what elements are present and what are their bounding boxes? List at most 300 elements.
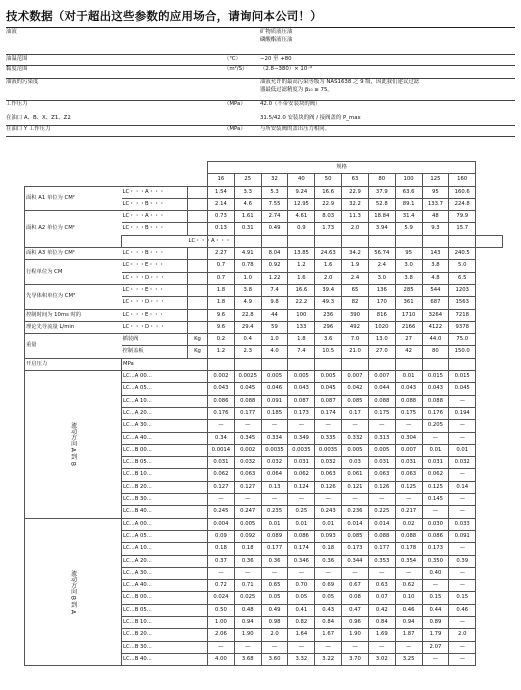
value-cell: 0.085 bbox=[342, 530, 369, 542]
property-name: 在油口 A、B、X、Z1、Z2 bbox=[6, 115, 71, 121]
value-cell: 0.205 bbox=[422, 420, 449, 432]
value-cell: 12.95 bbox=[288, 198, 315, 210]
value-cell: 7.4 bbox=[261, 284, 288, 296]
value-cell: 1.54 bbox=[208, 186, 235, 198]
value-cell: 16.6 bbox=[288, 284, 315, 296]
value-cell: — bbox=[449, 567, 476, 579]
value-cell: 0.087 bbox=[315, 395, 342, 407]
value-cell: 3.6 bbox=[315, 334, 342, 346]
size-header-cell: 160 bbox=[449, 174, 476, 186]
value-cell: — bbox=[395, 567, 422, 579]
value-cell: 1.67 bbox=[315, 629, 342, 641]
cracking-pressure-row bbox=[25, 358, 503, 370]
value-cell: 0.36 bbox=[261, 555, 288, 567]
value-cell: 3.0 bbox=[395, 260, 422, 272]
value-cell: 3.8 bbox=[234, 284, 261, 296]
value-cell: 0.007 bbox=[368, 371, 395, 383]
value-cell: 7.55 bbox=[261, 198, 288, 210]
value-cell: 0.0014 bbox=[208, 444, 235, 456]
value-cell: 0.46 bbox=[395, 604, 422, 616]
value-cell: 0.01 bbox=[395, 371, 422, 383]
row-group-label: 面积 A3 单位为 CM² bbox=[25, 248, 122, 260]
value-cell: 0.36 bbox=[315, 555, 342, 567]
value-cell: 0.177 bbox=[368, 543, 395, 555]
value-cell: — bbox=[342, 567, 369, 579]
technical-data-table bbox=[24, 161, 503, 666]
value-cell: 0.043 bbox=[288, 383, 315, 395]
value-cell: — bbox=[449, 580, 476, 592]
value-cell: 5.9 bbox=[395, 223, 422, 235]
property-value: 31.5/42.0 安装块的阀 / 接阀盖的 P_max bbox=[260, 115, 361, 121]
value-cell: 0.064 bbox=[261, 469, 288, 481]
property-unit: （m²/S） bbox=[224, 66, 248, 72]
model-code-cell: LC...A 30... bbox=[122, 420, 208, 432]
value-cell: 0.091 bbox=[449, 530, 476, 542]
value-cell: 0.46 bbox=[449, 604, 476, 616]
value-cell: 4.9 bbox=[234, 297, 261, 309]
value-cell: 100 bbox=[288, 309, 315, 321]
value-cell: 0.34 bbox=[208, 432, 235, 444]
value-cell: 0.002 bbox=[208, 371, 235, 383]
value-cell: 0.005 bbox=[368, 444, 395, 456]
data-row bbox=[25, 284, 503, 296]
value-cell: 10.5 bbox=[315, 346, 342, 358]
value-cell: — bbox=[288, 494, 315, 506]
value-cell: 34.2 bbox=[342, 248, 369, 260]
value-cell: 3.60 bbox=[261, 653, 288, 665]
flow-direction-wrap bbox=[26, 371, 120, 518]
value-cell: — bbox=[234, 641, 261, 653]
row-group-label: 面积 A2 单位为 CM² bbox=[25, 211, 122, 248]
model-code-cell: LC...B 20... bbox=[122, 481, 208, 493]
value-cell: — bbox=[449, 494, 476, 506]
value-cell: 0.031 bbox=[288, 457, 315, 469]
value-cell: 0.125 bbox=[395, 481, 422, 493]
page-title: 技术数据（对于超出这些参数的应用场合，请询问本公司！） bbox=[6, 9, 322, 23]
value-cell: 0.145 bbox=[422, 494, 449, 506]
model-code-cell: LC・・・D・・・ bbox=[122, 297, 188, 309]
value-cell: 0.032 bbox=[234, 457, 261, 469]
size-header-cell: 80 bbox=[368, 174, 395, 186]
value-cell: 0.0035 bbox=[288, 444, 315, 456]
value-cell: 0.089 bbox=[261, 530, 288, 542]
value-cell: 2.0 bbox=[449, 629, 476, 641]
value-cell: — bbox=[449, 469, 476, 481]
value-cell: 0.024 bbox=[208, 592, 235, 604]
value-cell: 0.349 bbox=[288, 432, 315, 444]
value-cell: 42 bbox=[395, 346, 422, 358]
value-cell: 27 bbox=[395, 334, 422, 346]
property-value: 油液允许的最高污染等级为 NAS1638 之 9 级，因此我们建议过滤 器最低过滤精度为 β₁₀ ≥ 75。 bbox=[260, 79, 420, 94]
property-value: （2.8−380）× 10⁻⁶ bbox=[260, 66, 313, 72]
cracking-pressure-label: 开启压力 bbox=[25, 358, 122, 370]
model-code-cell: LC...A 10... bbox=[122, 543, 208, 555]
value-cell: 0.08 bbox=[342, 592, 369, 604]
size-header-cell: 125 bbox=[422, 174, 449, 186]
value-cell: 0.82 bbox=[288, 616, 315, 628]
value-cell: 0.89 bbox=[422, 616, 449, 628]
blank-cell bbox=[368, 358, 395, 370]
value-cell: 21.0 bbox=[342, 346, 369, 358]
value-cell: 0.005 bbox=[234, 518, 261, 530]
value-cell: 2.0 bbox=[315, 272, 342, 284]
value-cell: 0.086 bbox=[422, 530, 449, 542]
value-cell: 1203 bbox=[449, 284, 476, 296]
value-cell: — bbox=[315, 567, 342, 579]
row-group-label: 先导体积单位为 CM³ bbox=[25, 284, 122, 309]
value-cell: 0.126 bbox=[368, 481, 395, 493]
value-cell: — bbox=[288, 641, 315, 653]
value-cell: 4.6 bbox=[234, 198, 261, 210]
value-cell: 0.09 bbox=[208, 530, 235, 542]
value-cell: 0.043 bbox=[395, 383, 422, 395]
unit-cell: Kg bbox=[188, 334, 208, 346]
value-cell: 0.98 bbox=[261, 616, 288, 628]
blank-cell bbox=[395, 358, 422, 370]
unit-cell bbox=[188, 309, 208, 321]
value-cell: 0.177 bbox=[261, 543, 288, 555]
value-cell: 0.042 bbox=[342, 383, 369, 395]
value-cell: 0.043 bbox=[208, 383, 235, 395]
model-code-cell: LC...B 30... bbox=[122, 494, 208, 506]
row-group-label: 重量 bbox=[25, 334, 122, 359]
value-cell: 0.062 bbox=[288, 469, 315, 481]
value-cell: 0.173 bbox=[342, 543, 369, 555]
value-cell: 0.178 bbox=[395, 543, 422, 555]
value-cell: 0.174 bbox=[315, 407, 342, 419]
value-cell: 0.7 bbox=[208, 272, 235, 284]
value-cell: 1.8 bbox=[208, 284, 235, 296]
value-cell: 0.39 bbox=[449, 555, 476, 567]
property-name: 黏度范围 bbox=[6, 66, 28, 72]
blank-cell bbox=[208, 358, 235, 370]
blank-cell bbox=[261, 358, 288, 370]
property-value: 与所安装阀的盖出压力相同。 bbox=[260, 126, 331, 132]
blank-cell bbox=[288, 358, 315, 370]
value-cell: 1.69 bbox=[368, 629, 395, 641]
value-cell: 0.49 bbox=[261, 223, 288, 235]
value-cell: 2.3 bbox=[234, 346, 261, 358]
value-cell: 0.01 bbox=[315, 518, 342, 530]
unit-cell bbox=[188, 260, 208, 272]
value-cell: 0.44 bbox=[422, 604, 449, 616]
model-code-cell: LC・・・E・・・ bbox=[122, 260, 188, 272]
value-cell: 0.235 bbox=[261, 506, 288, 518]
model-code-cell: LC...B 00... bbox=[122, 444, 208, 456]
value-cell: 0.42 bbox=[368, 604, 395, 616]
value-cell: 0.62 bbox=[395, 580, 422, 592]
value-cell: 0.004 bbox=[208, 518, 235, 530]
value-cell: 8.04 bbox=[261, 248, 288, 260]
value-cell: 0.245 bbox=[208, 506, 235, 518]
value-cell: 0.088 bbox=[395, 530, 422, 542]
value-cell: 27.0 bbox=[368, 346, 395, 358]
value-cell: 2.07 bbox=[422, 641, 449, 653]
value-cell bbox=[342, 235, 369, 247]
rule-line bbox=[6, 136, 515, 137]
row-group-label: 行程单位为 CM bbox=[25, 260, 122, 285]
value-cell: 5.0 bbox=[449, 260, 476, 272]
size-header-cell: 25 bbox=[234, 174, 261, 186]
value-cell: 0.121 bbox=[342, 481, 369, 493]
data-row bbox=[25, 309, 503, 321]
value-cell: — bbox=[261, 420, 288, 432]
data-row bbox=[25, 334, 503, 346]
value-cell: 0.84 bbox=[315, 616, 342, 628]
value-cell: 18.84 bbox=[368, 211, 395, 223]
value-cell: — bbox=[449, 432, 476, 444]
value-cell: — bbox=[261, 641, 288, 653]
value-cell: 6.5 bbox=[449, 272, 476, 284]
value-cell: 0.03 bbox=[342, 457, 369, 469]
value-cell: 0.47 bbox=[342, 604, 369, 616]
value-cell: 0.062 bbox=[422, 469, 449, 481]
flow-direction-label bbox=[25, 518, 122, 666]
model-code-cell: LC・・・B・・・ bbox=[122, 223, 188, 235]
model-code-cell: LC...B 05... bbox=[122, 457, 208, 469]
value-cell: 0.72 bbox=[208, 580, 235, 592]
value-cell: 0.125 bbox=[422, 481, 449, 493]
value-cell: 240.5 bbox=[449, 248, 476, 260]
value-cell: 0.96 bbox=[342, 616, 369, 628]
value-cell: 0.14 bbox=[449, 481, 476, 493]
value-cell: 0.063 bbox=[234, 469, 261, 481]
value-cell: 15.7 bbox=[449, 223, 476, 235]
unit-cell bbox=[188, 198, 208, 210]
value-cell: 0.40 bbox=[422, 567, 449, 579]
value-cell: 0.94 bbox=[395, 616, 422, 628]
model-code-cell: LC...B 20... bbox=[122, 629, 208, 641]
value-cell: 1.8 bbox=[288, 334, 315, 346]
value-cell: 0.2 bbox=[208, 334, 235, 346]
value-cell: 4.91 bbox=[234, 248, 261, 260]
value-cell: 82 bbox=[342, 297, 369, 309]
value-cell: — bbox=[288, 420, 315, 432]
value-cell: 1.6 bbox=[288, 272, 315, 284]
value-cell: 0.15 bbox=[449, 592, 476, 604]
value-cell bbox=[234, 235, 261, 247]
model-code-cell: LC...B 40... bbox=[122, 653, 208, 665]
value-cell: 0.01 bbox=[261, 518, 288, 530]
data-row bbox=[25, 260, 503, 272]
model-code-cell: LC・・・A・・・ bbox=[122, 186, 188, 198]
unit-cell bbox=[188, 284, 208, 296]
value-cell: 0.091 bbox=[261, 395, 288, 407]
value-cell: 0.088 bbox=[422, 395, 449, 407]
model-code-cell: LC...A 00... bbox=[122, 518, 208, 530]
size-header-cell: 50 bbox=[315, 174, 342, 186]
value-cell: 0.088 bbox=[395, 395, 422, 407]
model-code-cell: LC・・・A・・・ bbox=[122, 211, 188, 223]
value-cell: 0.05 bbox=[261, 592, 288, 604]
value-cell: 0.4 bbox=[234, 334, 261, 346]
value-cell: — bbox=[315, 494, 342, 506]
value-cell: 95 bbox=[395, 248, 422, 260]
model-code-cell: LC・・・D・・・ bbox=[122, 272, 188, 284]
value-cell: 0.031 bbox=[368, 457, 395, 469]
data-row bbox=[25, 211, 503, 223]
value-cell: 1.22 bbox=[261, 272, 288, 284]
value-cell: 1.64 bbox=[288, 629, 315, 641]
flow-direction-label bbox=[25, 371, 122, 519]
value-cell: 0.092 bbox=[234, 530, 261, 542]
value-cell: 0.01 bbox=[288, 518, 315, 530]
value-cell: 0.9 bbox=[288, 223, 315, 235]
value-cell: 0.063 bbox=[395, 469, 422, 481]
model-code-cell: LC...A 10... bbox=[122, 395, 208, 407]
value-cell: 0.194 bbox=[449, 407, 476, 419]
value-cell: 29.4 bbox=[234, 321, 261, 333]
value-cell: 1.6 bbox=[315, 260, 342, 272]
value-cell: — bbox=[368, 494, 395, 506]
value-cell: 0.67 bbox=[342, 580, 369, 592]
value-cell: — bbox=[315, 420, 342, 432]
unit-cell bbox=[188, 248, 208, 260]
blank-cell bbox=[315, 358, 342, 370]
value-cell: 3.22 bbox=[315, 653, 342, 665]
value-cell: 0.002 bbox=[234, 444, 261, 456]
value-cell: — bbox=[342, 494, 369, 506]
value-cell: 11.3 bbox=[342, 211, 369, 223]
property-value: −20 至 +80 bbox=[260, 56, 292, 62]
model-code-cell: LC・・・B・・・ bbox=[122, 198, 188, 210]
value-cell: 4.0 bbox=[261, 346, 288, 358]
value-cell: 4122 bbox=[422, 321, 449, 333]
value-cell: 32.2 bbox=[342, 198, 369, 210]
size-label-row bbox=[25, 162, 503, 174]
value-cell: — bbox=[208, 494, 235, 506]
value-cell: 0.086 bbox=[288, 530, 315, 542]
value-cell: 0.345 bbox=[234, 432, 261, 444]
value-cell: 1.0 bbox=[234, 272, 261, 284]
value-cell: 0.175 bbox=[395, 407, 422, 419]
unit-cell bbox=[188, 321, 208, 333]
value-cell: — bbox=[422, 653, 449, 665]
model-code-cell: LC・・・D・・・ bbox=[122, 321, 188, 333]
title-rule bbox=[6, 27, 515, 28]
value-cell: 0.13 bbox=[208, 223, 235, 235]
value-cell: — bbox=[422, 432, 449, 444]
value-cell: — bbox=[449, 420, 476, 432]
value-cell: 0.313 bbox=[368, 432, 395, 444]
property-name: 油温范围 bbox=[6, 56, 28, 62]
model-code-cell: LC...A 20... bbox=[122, 407, 208, 419]
value-cell: 0.173 bbox=[288, 407, 315, 419]
value-cell: — bbox=[395, 494, 422, 506]
value-cell: 0.31 bbox=[234, 223, 261, 235]
value-cell: 1.0 bbox=[261, 334, 288, 346]
value-cell: 0.25 bbox=[288, 506, 315, 518]
value-cell: 3264 bbox=[422, 309, 449, 321]
value-cell: 0.005 bbox=[288, 371, 315, 383]
value-cell: 0.48 bbox=[234, 604, 261, 616]
value-cell: 0.007 bbox=[342, 371, 369, 383]
model-code-cell: LC・・・E・・・ bbox=[122, 284, 188, 296]
value-cell: 0.031 bbox=[208, 457, 235, 469]
value-cell: 2166 bbox=[395, 321, 422, 333]
model-code-cell: LC...B 00... bbox=[122, 592, 208, 604]
value-cell: 0.032 bbox=[315, 457, 342, 469]
value-cell: 224.8 bbox=[449, 198, 476, 210]
value-cell: 0.005 bbox=[315, 371, 342, 383]
value-cell: 3.94 bbox=[368, 223, 395, 235]
value-cell: 0.045 bbox=[449, 383, 476, 395]
value-cell: 0.10 bbox=[395, 592, 422, 604]
data-row bbox=[25, 321, 503, 333]
blank-cell bbox=[342, 358, 369, 370]
model-code-cell: LC...B 10... bbox=[122, 469, 208, 481]
flow-direction-text: 流动方向 A 到 B bbox=[69, 422, 77, 467]
value-cell: 0.334 bbox=[261, 432, 288, 444]
value-cell: 0.085 bbox=[342, 395, 369, 407]
row-group-label: 面积 A1 单位为 CM² bbox=[25, 186, 122, 211]
value-cell: 31.4 bbox=[395, 211, 422, 223]
value-cell: 0.014 bbox=[342, 518, 369, 530]
value-cell: 0.354 bbox=[395, 555, 422, 567]
value-cell: 2.4 bbox=[368, 260, 395, 272]
value-cell: 0.044 bbox=[368, 383, 395, 395]
value-cell: 0.062 bbox=[208, 469, 235, 481]
value-cell: 7.0 bbox=[342, 334, 369, 346]
value-cell: — bbox=[342, 641, 369, 653]
value-cell: 0.126 bbox=[315, 481, 342, 493]
property-unit: （MPa） bbox=[224, 126, 246, 132]
value-cell: 0.046 bbox=[261, 383, 288, 395]
value-cell: 0.063 bbox=[315, 469, 342, 481]
value-cell: 0.175 bbox=[368, 407, 395, 419]
size-header-cell: 40 bbox=[288, 174, 315, 186]
value-cell: 1.87 bbox=[395, 629, 422, 641]
value-cell: 22.2 bbox=[288, 297, 315, 309]
value-cell: 0.50 bbox=[208, 604, 235, 616]
value-cell: 816 bbox=[368, 309, 395, 321]
value-cell: 0.045 bbox=[234, 383, 261, 395]
property-value: 矿物质液压油 磷酸酯液压油 bbox=[260, 29, 293, 44]
model-code-cell: LC...B 30... bbox=[122, 641, 208, 653]
property-unit: （MPa） bbox=[224, 101, 246, 107]
value-cell: 0.18 bbox=[208, 543, 235, 555]
value-cell: 2.06 bbox=[208, 629, 235, 641]
data-row bbox=[25, 248, 503, 260]
unit-cell bbox=[188, 297, 208, 309]
value-cell: 5.3 bbox=[261, 186, 288, 198]
value-cell: 0.093 bbox=[315, 530, 342, 542]
value-cell bbox=[422, 235, 449, 247]
model-code-cell: LC...A 40... bbox=[122, 580, 208, 592]
model-code-cell: LC・・・E・・・ bbox=[122, 309, 188, 321]
value-cell: 0.94 bbox=[234, 616, 261, 628]
value-cell: 9.6 bbox=[208, 321, 235, 333]
value-cell: — bbox=[208, 641, 235, 653]
model-code-cell: LC...A 20... bbox=[122, 555, 208, 567]
value-cell: 0.05 bbox=[315, 592, 342, 604]
model-code-cell: LC...B 10... bbox=[122, 616, 208, 628]
size-header-cell: 16 bbox=[208, 174, 235, 186]
value-cell: 0.49 bbox=[261, 604, 288, 616]
unit-cell: Kg bbox=[188, 346, 208, 358]
value-cell: 1.90 bbox=[234, 629, 261, 641]
value-cell: 544 bbox=[422, 284, 449, 296]
value-cell: 1.8 bbox=[208, 297, 235, 309]
value-cell: 0.007 bbox=[395, 444, 422, 456]
value-cell: 0.030 bbox=[422, 518, 449, 530]
value-cell: 0.344 bbox=[342, 555, 369, 567]
row-group-label bbox=[122, 235, 188, 247]
value-cell: 0.061 bbox=[342, 469, 369, 481]
value-cell: 0.088 bbox=[368, 395, 395, 407]
value-cell: 7218 bbox=[449, 309, 476, 321]
value-cell: 133.7 bbox=[422, 198, 449, 210]
